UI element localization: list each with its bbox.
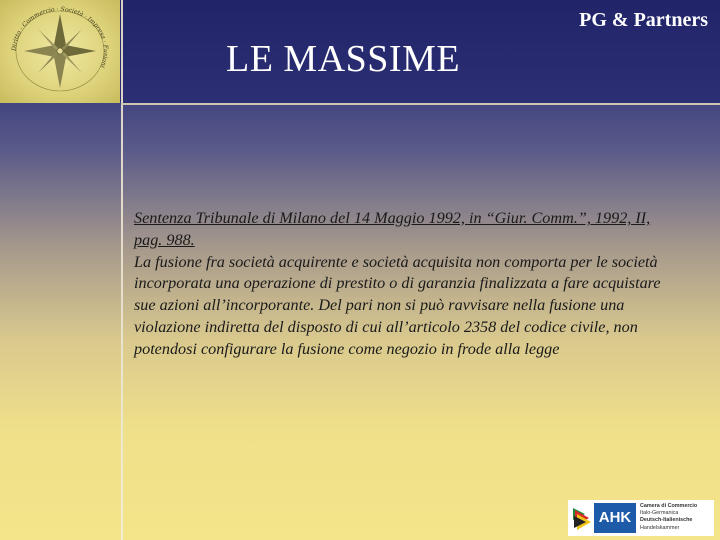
vertical-divider bbox=[121, 0, 123, 540]
ahk-line-4: Handelskammer bbox=[640, 524, 680, 531]
ahk-line-2: Italo-Germanica bbox=[640, 510, 679, 517]
flags-icon bbox=[571, 504, 593, 532]
ahk-badge: AHK bbox=[594, 503, 636, 533]
firm-name: PG & Partners bbox=[579, 9, 708, 31]
logo bbox=[0, 0, 120, 103]
page-title: LE MASSIME bbox=[226, 38, 461, 80]
citation: Sentenza Tribunale di Milano del 14 Maggio 1992, in “Giur. Comm.”, 1992, II, pag. 988. bbox=[134, 209, 651, 249]
horizontal-divider bbox=[121, 103, 720, 105]
maxim-body: La fusione fra società acquirente e società acquisita non comporta per le società incorporata una operazione di prestito o di garanzia finalizzata a fare acquistare sue azioni all’incorporante. Del pari non si può ravvisare nella fusione una violazione indiretta del disposto di cui all’articolo 2358 del codice civile, non potendosi configurare la fusione come negozio in frode alla legge bbox=[134, 252, 661, 358]
maxim-text bbox=[134, 208, 674, 361]
logo-ring-text: Diritto · Commercio · Società · Impresa · Fusioni bbox=[10, 5, 110, 69]
compass-rose-icon bbox=[0, 0, 120, 103]
ahk-line-3: Deutsch-Italienische bbox=[640, 517, 693, 524]
ahk-line-1: Camera di Commercio bbox=[640, 503, 698, 509]
ahk-logo bbox=[568, 500, 714, 536]
ahk-text bbox=[640, 503, 697, 532]
